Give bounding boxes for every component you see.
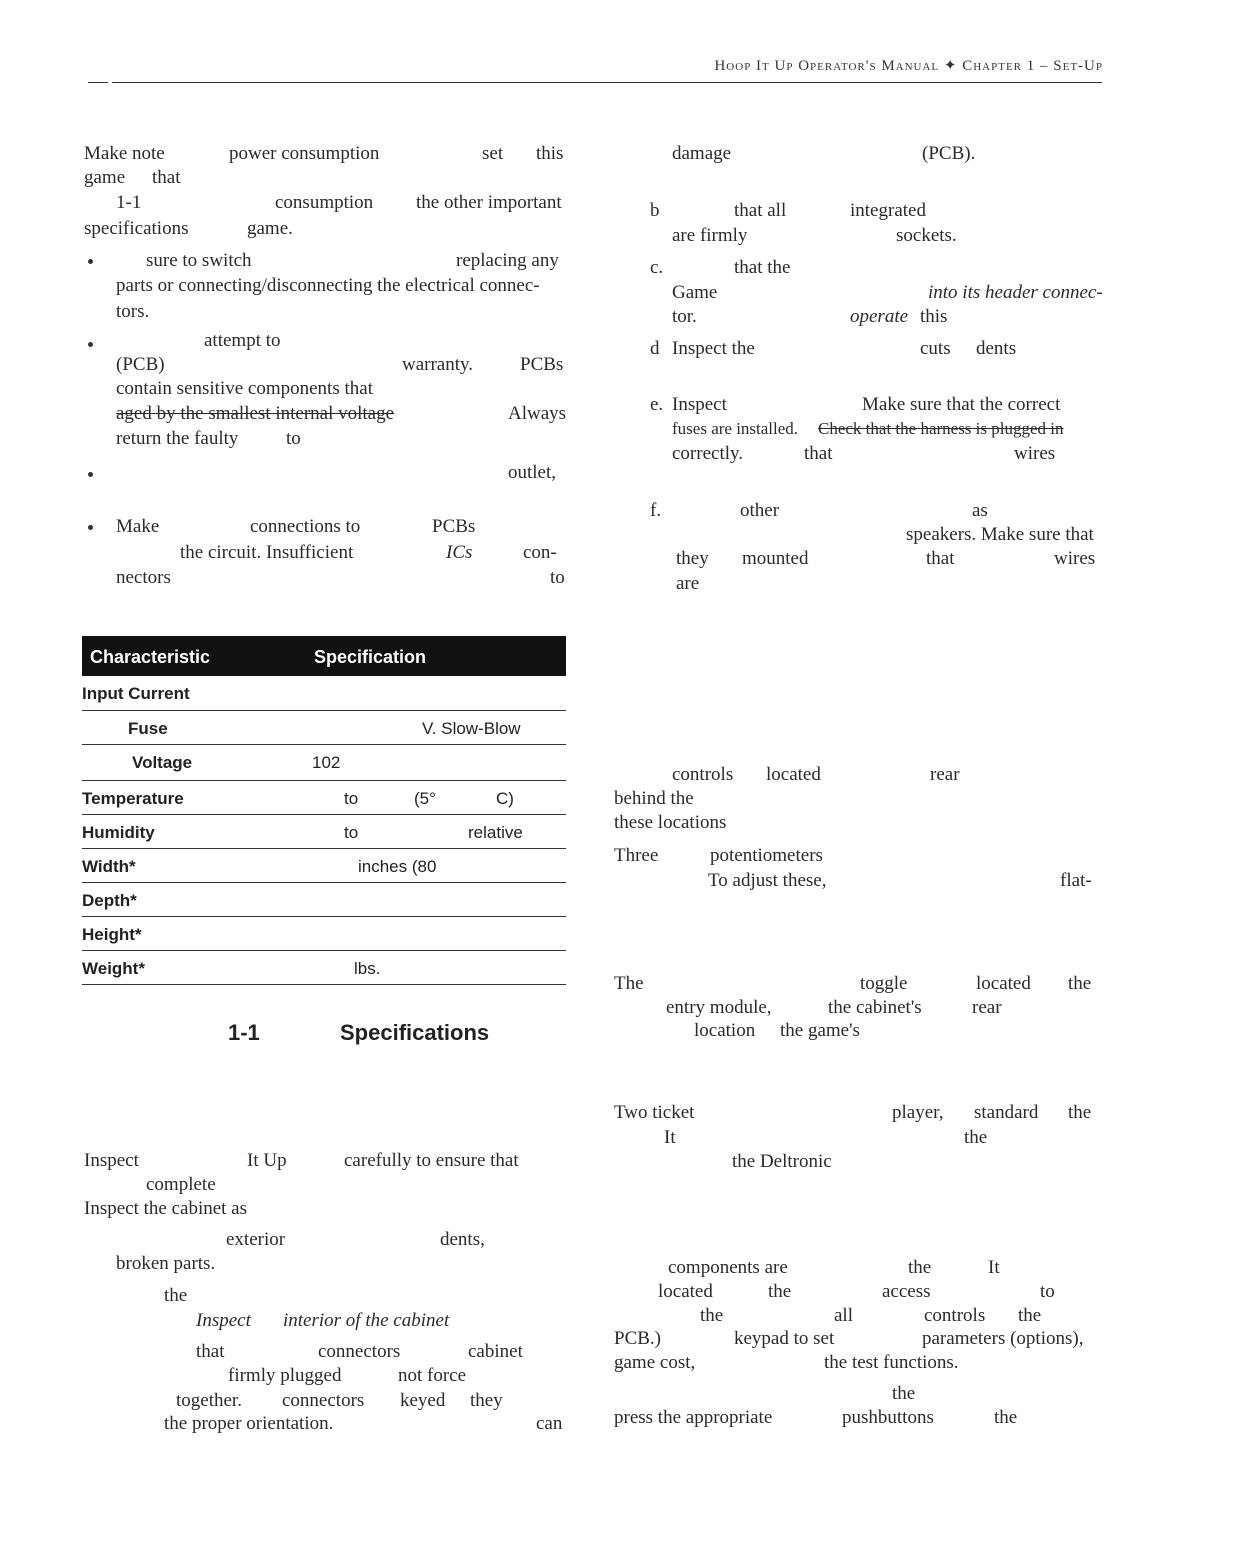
list-marker: e. bbox=[650, 394, 664, 415]
text: access bbox=[882, 1281, 931, 1302]
list-marker: b bbox=[650, 200, 660, 221]
text: exterior bbox=[226, 1229, 286, 1250]
text: return the faulty bbox=[116, 428, 239, 449]
text: operate bbox=[850, 306, 909, 327]
text: to bbox=[1040, 1281, 1055, 1302]
text: wires bbox=[1054, 548, 1096, 569]
row-label: Humidity bbox=[82, 823, 155, 842]
text: tors. bbox=[116, 301, 150, 322]
text: this bbox=[920, 306, 948, 327]
text: they bbox=[470, 1390, 503, 1411]
text: controls bbox=[672, 764, 734, 785]
text: that all bbox=[734, 200, 787, 221]
text: integrated bbox=[850, 200, 926, 221]
text: controls bbox=[924, 1305, 986, 1326]
text: rear bbox=[930, 764, 960, 785]
text: pushbuttons bbox=[842, 1407, 934, 1428]
text: that bbox=[196, 1341, 225, 1362]
text: not force bbox=[398, 1365, 467, 1386]
text: flat- bbox=[1060, 870, 1092, 891]
row-value: relative bbox=[468, 823, 523, 842]
text: these locations bbox=[614, 812, 727, 833]
text: Make sure that the correct bbox=[862, 394, 1061, 415]
table-row bbox=[82, 781, 566, 815]
row-label: Depth* bbox=[82, 891, 137, 910]
text: It bbox=[988, 1257, 1000, 1278]
text: game cost, bbox=[614, 1352, 696, 1373]
text: connections to bbox=[250, 516, 361, 537]
table-header bbox=[82, 636, 566, 676]
text: PCBs bbox=[432, 516, 476, 537]
row-label: Weight* bbox=[82, 959, 145, 978]
text: all bbox=[834, 1305, 853, 1326]
text: into its header connec- bbox=[928, 282, 1103, 303]
text: Inspect the bbox=[672, 338, 755, 359]
bullet-icon bbox=[88, 259, 93, 264]
text: complete bbox=[146, 1174, 216, 1195]
table-row bbox=[82, 917, 566, 951]
list-marker: c. bbox=[650, 257, 664, 278]
row-label: Voltage bbox=[132, 753, 193, 772]
text: Three bbox=[614, 845, 659, 866]
text: Inspect the cabinet as bbox=[84, 1198, 248, 1219]
text: press the appropriate bbox=[614, 1407, 773, 1428]
text: the proper orientation. bbox=[164, 1413, 334, 1434]
text: cabinet bbox=[468, 1341, 523, 1362]
text: location bbox=[694, 1020, 756, 1041]
text: broken parts. bbox=[116, 1253, 216, 1274]
table-row bbox=[82, 951, 566, 985]
bullet-icon bbox=[88, 342, 93, 347]
text: this bbox=[536, 143, 564, 164]
text: located bbox=[766, 764, 821, 785]
text: wires bbox=[1014, 443, 1056, 464]
text: the bbox=[994, 1407, 1018, 1428]
text: PCB.) bbox=[614, 1328, 661, 1349]
text: parts or connecting/disconnecting the electrical connec- bbox=[116, 275, 540, 296]
text: rear bbox=[972, 997, 1002, 1018]
text: Check that the harness is plugged in bbox=[818, 419, 1064, 438]
text: nectors bbox=[116, 567, 171, 588]
text: aged by the smallest internal voltage bbox=[116, 403, 395, 424]
text: the bbox=[1068, 973, 1092, 994]
text: dents bbox=[976, 338, 1017, 359]
text: player, bbox=[892, 1102, 944, 1123]
text: are bbox=[676, 573, 700, 594]
text: The bbox=[614, 973, 644, 994]
text: Inspect bbox=[196, 1310, 251, 1331]
row-label: Input Current bbox=[82, 684, 190, 703]
list-marker: d bbox=[650, 338, 660, 359]
text: located bbox=[658, 1281, 713, 1302]
row-value: inches (80 bbox=[358, 857, 437, 876]
text: located bbox=[976, 973, 1031, 994]
text: carefully to ensure that bbox=[344, 1150, 519, 1171]
text: the bbox=[164, 1285, 188, 1306]
text: are firmly bbox=[672, 225, 748, 246]
text: that bbox=[926, 548, 955, 569]
table-row bbox=[82, 711, 566, 745]
text: toggle bbox=[860, 973, 908, 994]
text: as bbox=[972, 500, 988, 521]
text: power consumption bbox=[229, 143, 380, 164]
row-label: Width* bbox=[82, 857, 136, 876]
text: It Up bbox=[247, 1150, 287, 1171]
header-left-mark bbox=[88, 82, 108, 83]
table-row bbox=[82, 745, 566, 781]
text: 1-1 bbox=[116, 192, 142, 213]
row-value: 102 bbox=[312, 753, 341, 772]
text: interior of the cabinet bbox=[283, 1310, 450, 1331]
text: outlet, bbox=[508, 462, 557, 483]
text: they bbox=[676, 548, 709, 569]
text: speakers. Make sure that bbox=[906, 524, 1094, 545]
row-label: Fuse bbox=[128, 719, 168, 738]
text: standard bbox=[974, 1102, 1039, 1123]
text: correctly. bbox=[672, 443, 744, 464]
bullet-icon bbox=[88, 525, 93, 530]
text: specifications bbox=[84, 218, 189, 239]
text: sockets. bbox=[896, 225, 957, 246]
text: (PCB) bbox=[116, 354, 165, 375]
text: ICs bbox=[446, 542, 473, 563]
text: Game bbox=[672, 282, 718, 303]
text: the bbox=[768, 1281, 792, 1302]
text: attempt to bbox=[204, 330, 281, 351]
text: behind the bbox=[614, 788, 694, 809]
bullet-icon bbox=[88, 472, 93, 477]
header-characteristic: Characteristic bbox=[90, 647, 211, 667]
text: Make note bbox=[84, 143, 165, 164]
text: To adjust these, bbox=[708, 870, 827, 891]
text: con- bbox=[523, 542, 557, 563]
text: keypad to set bbox=[734, 1328, 835, 1349]
text: contain sensitive components that bbox=[116, 378, 373, 399]
text: consumption bbox=[275, 192, 374, 213]
text: parameters (options), bbox=[922, 1328, 1084, 1349]
text: sure to switch bbox=[146, 250, 252, 271]
header-rule bbox=[112, 82, 1102, 83]
text: other bbox=[740, 500, 780, 521]
text: that bbox=[804, 443, 833, 464]
text: components are bbox=[668, 1257, 788, 1278]
row-value: to bbox=[344, 789, 359, 808]
list-marker: f. bbox=[650, 500, 662, 521]
text: to bbox=[286, 428, 301, 449]
text: connectors bbox=[282, 1390, 365, 1411]
caption-number: 1-1 bbox=[228, 1020, 260, 1045]
running-header: Hoop It Up Operator's Manual ✦ Chapter 1 – Set-Up bbox=[714, 58, 1103, 74]
text: It bbox=[664, 1127, 676, 1148]
row-value: C) bbox=[496, 789, 514, 808]
text: the other important bbox=[416, 192, 562, 213]
text: mounted bbox=[742, 548, 809, 569]
text: tor. bbox=[672, 306, 697, 327]
text: to bbox=[550, 567, 565, 588]
text: set bbox=[482, 143, 504, 164]
text: the bbox=[892, 1383, 916, 1404]
text: firmly plugged bbox=[228, 1365, 342, 1386]
text: Always bbox=[508, 403, 567, 424]
text: that bbox=[152, 167, 181, 188]
text: fuses are installed. bbox=[672, 419, 799, 438]
text: (PCB). bbox=[922, 143, 976, 164]
row-label: Height* bbox=[82, 925, 142, 944]
table-row bbox=[82, 815, 566, 849]
text: damage bbox=[672, 143, 732, 164]
header-specification: Specification bbox=[314, 647, 427, 667]
text: Inspect bbox=[672, 394, 727, 415]
text: Two ticket bbox=[614, 1102, 695, 1123]
text: the cabinet's bbox=[828, 997, 922, 1018]
text: PCBs bbox=[520, 354, 564, 375]
text: the bbox=[964, 1127, 988, 1148]
text: the bbox=[1068, 1102, 1092, 1123]
row-value: (5° bbox=[414, 789, 436, 808]
text: potentiometers bbox=[710, 845, 823, 866]
text: entry module, bbox=[666, 997, 772, 1018]
text: the test functions. bbox=[824, 1352, 959, 1373]
text: the game's bbox=[780, 1020, 860, 1041]
text: keyed bbox=[400, 1390, 446, 1411]
text: cuts bbox=[920, 338, 951, 359]
row-value: to bbox=[344, 823, 359, 842]
text: the Deltronic bbox=[732, 1151, 832, 1172]
text: that the bbox=[734, 257, 791, 278]
text: connectors bbox=[318, 1341, 401, 1362]
table-row bbox=[82, 883, 566, 917]
caption-title: Specifications bbox=[340, 1020, 490, 1045]
text: Inspect bbox=[84, 1150, 139, 1171]
text: the bbox=[908, 1257, 932, 1278]
text: the bbox=[700, 1305, 724, 1326]
text: the bbox=[1018, 1305, 1042, 1326]
table-row bbox=[82, 676, 566, 711]
text: game bbox=[84, 167, 126, 188]
text: can bbox=[536, 1413, 563, 1434]
row-label: Temperature bbox=[82, 789, 184, 808]
specifications-table bbox=[82, 636, 566, 985]
row-value: V. Slow-Blow bbox=[422, 719, 521, 738]
text: together. bbox=[176, 1390, 242, 1411]
text: the circuit. Insufficient bbox=[180, 542, 354, 563]
text: warranty. bbox=[402, 354, 474, 375]
text: game. bbox=[247, 218, 293, 239]
table-row bbox=[82, 849, 566, 883]
row-value: lbs. bbox=[354, 959, 381, 978]
text: Make bbox=[116, 516, 160, 537]
text: replacing any bbox=[456, 250, 559, 271]
text: dents, bbox=[440, 1229, 485, 1250]
